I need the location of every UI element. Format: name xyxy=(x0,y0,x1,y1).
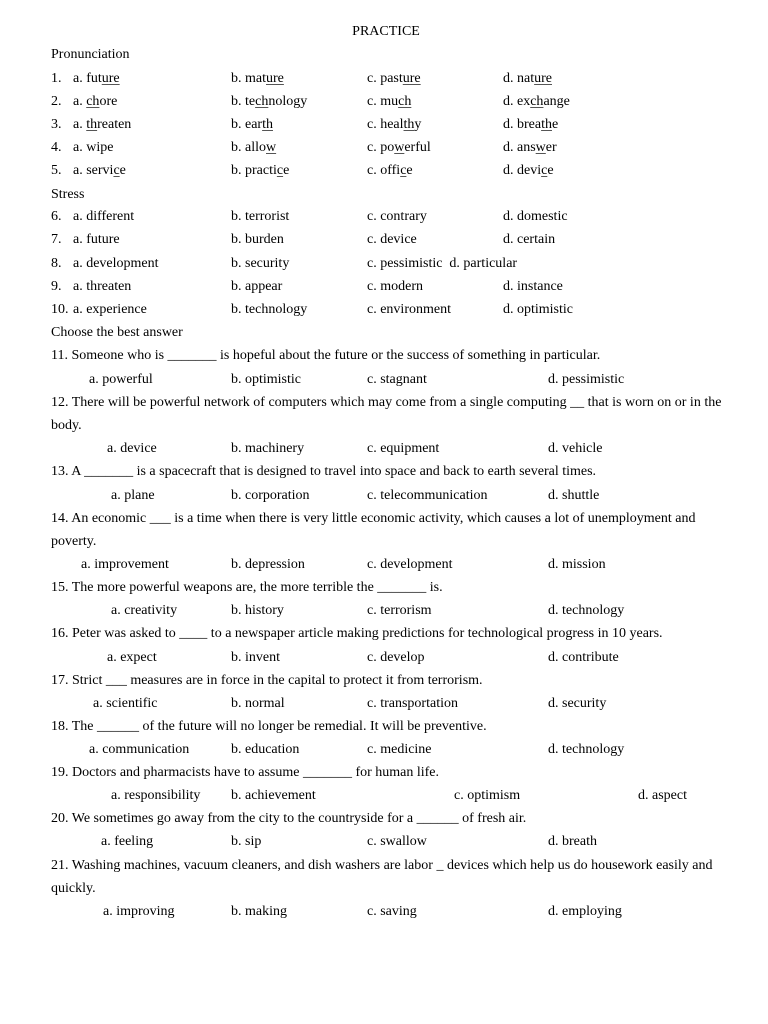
option-b: b. normal xyxy=(231,696,285,711)
option-d: d. instance xyxy=(503,279,563,294)
option-b: b. optimistic xyxy=(231,372,301,387)
option-a: a. scientific xyxy=(93,696,158,711)
option-a: a. chore xyxy=(73,94,118,109)
option-c: c. healthy xyxy=(367,117,422,132)
option-d: d. employing xyxy=(548,904,622,919)
question-number: 1. xyxy=(51,71,62,86)
option-b: b. technology xyxy=(231,302,308,317)
option-a: a. responsibility xyxy=(111,788,201,803)
option-b: b. corporation xyxy=(231,488,310,503)
option-c: c. saving xyxy=(367,904,417,919)
option-c: c. pasture xyxy=(367,71,421,86)
option-c: c. terrorism xyxy=(367,603,432,618)
question-number: 4. xyxy=(51,140,62,155)
option-c: c. equipment xyxy=(367,441,440,456)
option-d: d. certain xyxy=(503,232,556,247)
option-c: c. swallow xyxy=(367,834,427,849)
option-d: d. answer xyxy=(503,140,557,155)
option-b: b. practice xyxy=(231,163,290,178)
section-heading-stress: Stress xyxy=(51,187,85,202)
option-b: b. technology xyxy=(231,94,308,109)
option-a: a. creativity xyxy=(111,603,178,618)
option-b: b. achievement xyxy=(231,788,316,803)
option-c: c. contrary xyxy=(367,209,427,224)
option-c: c. office xyxy=(367,163,413,178)
option-a: a. future xyxy=(73,71,120,86)
question-text: 16. Peter was asked to ____ to a newspaper article making predictions for technological progress in 10 years. xyxy=(51,626,663,641)
option-c: c. development xyxy=(367,557,453,572)
option-d: d. security xyxy=(548,696,607,711)
question-number: 9. xyxy=(51,279,62,294)
option-a: a. powerful xyxy=(89,372,153,387)
question-text: 13. A _______ is a spacecraft that is designed to travel into space and back to earth several times. xyxy=(51,464,597,479)
option-c: c. stagnant xyxy=(367,372,427,387)
option-c: c. develop xyxy=(367,650,425,665)
option-c: c. optimism xyxy=(454,788,521,803)
option-a: a. improvement xyxy=(81,557,169,572)
option-a: a. different xyxy=(73,209,135,224)
option-d: d. nature xyxy=(503,71,552,86)
question-text: 15. The more powerful weapons are, the more terrible the _______ is. xyxy=(51,580,443,595)
option-b: b. machinery xyxy=(231,441,305,456)
option-d: d. pessimistic xyxy=(548,372,625,387)
option-c: c. device xyxy=(367,232,417,247)
option-a: a. threaten xyxy=(73,117,132,132)
option-a: a. feeling xyxy=(101,834,154,849)
option-b: b. allow xyxy=(231,140,277,155)
option-c: c. transportation xyxy=(367,696,458,711)
option-b: b. appear xyxy=(231,279,283,294)
question-number: 7. xyxy=(51,232,62,247)
option-d: d. technology xyxy=(548,742,625,757)
option-c: c. much xyxy=(367,94,412,109)
option-b: b. invent xyxy=(231,650,280,665)
option-c-d: c. pessimistic d. particular xyxy=(367,256,518,271)
option-b: b. education xyxy=(231,742,300,757)
question-text: 18. The ______ of the future will no longer be remedial. It will be preventive. xyxy=(51,719,487,734)
option-b: b. terrorist xyxy=(231,209,290,224)
question-number: 3. xyxy=(51,117,62,132)
option-d: d. technology xyxy=(548,603,625,618)
option-b: b. mature xyxy=(231,71,284,86)
option-c: c. powerful xyxy=(367,140,431,155)
option-a: a. threaten xyxy=(73,279,132,294)
option-a: a. development xyxy=(73,256,159,271)
question-number: 10. xyxy=(51,302,69,317)
option-a: a. device xyxy=(107,441,157,456)
question-number: 6. xyxy=(51,209,62,224)
question-text: 14. An economic ___ is a time when there is very little economic activity, which causes a lot of unemployment and poverty. xyxy=(51,511,696,549)
option-d: d. aspect xyxy=(638,788,687,803)
option-b: b. security xyxy=(231,256,290,271)
option-d: d. vehicle xyxy=(548,441,603,456)
option-c: c. medicine xyxy=(367,742,432,757)
option-d: d. mission xyxy=(548,557,606,572)
question-number: 5. xyxy=(51,163,62,178)
section-heading-pronunciation: Pronunciation xyxy=(51,47,130,62)
option-d: d. device xyxy=(503,163,554,178)
option-a: a. expect xyxy=(107,650,157,665)
option-b: b. sip xyxy=(231,834,262,849)
option-d: d. domestic xyxy=(503,209,568,224)
option-d: d. breathe xyxy=(503,117,559,132)
option-b: b. earth xyxy=(231,117,273,132)
option-a: a. communication xyxy=(89,742,190,757)
question-number: 2. xyxy=(51,94,62,109)
option-a: a. experience xyxy=(73,302,147,317)
option-c: c. telecommunication xyxy=(367,488,488,503)
option-a: a. future xyxy=(73,232,120,247)
option-d: d. breath xyxy=(548,834,597,849)
option-d: d. optimistic xyxy=(503,302,573,317)
question-text: 17. Strict ___ measures are in force in the capital to protect it from terrorism. xyxy=(51,673,483,688)
option-a: a. improving xyxy=(103,904,175,919)
option-c: c. environment xyxy=(367,302,451,317)
option-b: b. depression xyxy=(231,557,305,572)
option-b: b. making xyxy=(231,904,287,919)
question-text: 21. Washing machines, vacuum cleaners, and dish washers are labor _ devices which help us do housework easily and quickly. xyxy=(51,858,713,896)
option-b: b. burden xyxy=(231,232,284,247)
question-text: 12. There will be powerful network of computers which may come from a single computing __ that is worn on or in the body. xyxy=(51,395,722,433)
page-title: PRACTICE xyxy=(352,24,420,39)
question-number: 8. xyxy=(51,256,62,271)
option-d: d. shuttle xyxy=(548,488,600,503)
option-d: d. contribute xyxy=(548,650,619,665)
section-heading-best-answer: Choose the best answer xyxy=(51,325,183,340)
option-c: c. modern xyxy=(367,279,423,294)
question-text: 11. Someone who is _______ is hopeful about the future or the success of something in particular. xyxy=(51,348,601,363)
option-a: a. wipe xyxy=(73,140,114,155)
option-a: a. plane xyxy=(111,488,155,503)
question-text: 20. We sometimes go away from the city to the countryside for a ______ of fresh air. xyxy=(51,811,527,826)
option-a: a. service xyxy=(73,163,126,178)
option-d: d. exchange xyxy=(503,94,570,109)
option-b: b. history xyxy=(231,603,284,618)
question-text: 19. Doctors and pharmacists have to assume _______ for human life. xyxy=(51,765,440,780)
